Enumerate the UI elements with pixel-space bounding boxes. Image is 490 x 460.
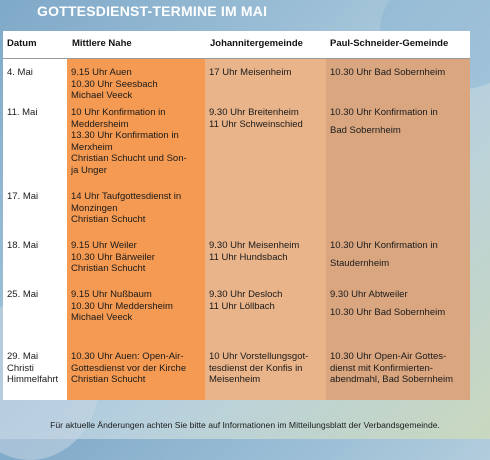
cell-paul-schneider-gemeinde xyxy=(330,240,438,269)
cell-line: 11 Uhr Schweinschied xyxy=(209,118,303,130)
cell-line: 13.30 Uhr Konfirmation in xyxy=(71,130,179,141)
cell-line: Meisenheim xyxy=(209,374,261,385)
cell-mittlere-nahe xyxy=(71,67,158,102)
cell-line: Christian Schucht xyxy=(71,214,146,225)
cell-date xyxy=(7,107,37,119)
cell-johannitergemeinde xyxy=(209,107,303,130)
cell-line: 9.30 Uhr Meisenheim xyxy=(209,240,300,251)
cell-line: 10.30 Uhr Konfirmation in xyxy=(330,240,438,251)
cell-date xyxy=(7,289,38,301)
cell-line: 9.15 Uhr Nußbaum xyxy=(71,289,152,300)
cell-johannitergemeinde xyxy=(209,289,282,312)
cell-line: Meddersheim xyxy=(71,118,129,130)
cell-line: Monzingen xyxy=(71,202,118,214)
header-johannitergemeinde: Johannitergemeinde xyxy=(210,38,303,49)
cell-line: 9.30 Uhr Desloch xyxy=(209,289,283,300)
cell-line: 9.30 Uhr Abtweiler xyxy=(330,289,408,300)
cell-line: Christian Schucht und Son- xyxy=(71,153,187,164)
cell-line: 9.15 Uhr Weiler xyxy=(71,240,137,251)
cell-date xyxy=(7,240,38,252)
cell-line: Gottesdienst vor der Kirche xyxy=(71,362,187,374)
footer-note: Für aktuelle Änderungen achten Sie bitte auf Informationen im Mitteilungsblatt der Verbandsgemeinde. xyxy=(50,420,440,430)
cell-line: 11 Uhr Hundsbach xyxy=(209,251,288,263)
cell-line: 17. Mai xyxy=(7,191,39,202)
cell-line: 9.30 Uhr Breitenheim xyxy=(209,107,299,118)
cell-line: Michael Veeck xyxy=(71,312,133,323)
cell-line: 10.30 Uhr Bad Sobernheim xyxy=(330,67,446,78)
cell-line: Staudernheim xyxy=(330,257,390,269)
cell-paul-schneider-gemeinde xyxy=(330,351,453,386)
cell-line: 10.30 Uhr Meddersheim xyxy=(71,300,173,312)
cell-line: 11. Mai xyxy=(7,107,38,118)
cell-line: dienst mit Konfirmierten- xyxy=(330,362,433,374)
header-mittlere-nahe: Mittlere Nahe xyxy=(72,38,132,49)
page-title: GOTTESDIENST-TERMINE IM MAI xyxy=(37,3,268,19)
header-paul-schneider-gemeinde: Paul-Schneider-Gemeinde xyxy=(330,38,449,49)
cell-line: 25. Mai xyxy=(7,289,39,300)
cell-line: 10 Uhr Vorstellungsgot- xyxy=(209,351,309,362)
cell-line: 29. Mai xyxy=(7,351,39,362)
cell-line: ja Unger xyxy=(71,164,107,176)
cell-line: 10.30 Uhr Open-Air Gottes- xyxy=(330,351,447,362)
cell-line: Merxheim xyxy=(71,141,113,153)
schedule-table xyxy=(3,31,470,400)
cell-line: 4. Mai xyxy=(7,67,33,78)
cell-mittlere-nahe xyxy=(71,107,187,176)
cell-mittlere-nahe xyxy=(71,240,155,275)
cell-line: 17 Uhr Meisenheim xyxy=(209,67,292,78)
cell-line: tesdienst der Konfis in xyxy=(209,362,303,374)
cell-paul-schneider-gemeinde xyxy=(330,67,445,79)
cell-line: 10.30 Uhr Auen: Open-Air- xyxy=(71,351,184,362)
cell-line: 10.30 Uhr Konfirmation in xyxy=(330,107,438,118)
cell-line: 10 Uhr Konfirmation in xyxy=(71,107,166,118)
cell-line: 10.30 Uhr Seesbach xyxy=(71,78,158,90)
cell-date xyxy=(7,351,58,386)
cell-line: Christian Schucht xyxy=(71,374,146,385)
cell-mittlere-nahe xyxy=(71,191,181,226)
cell-line: Himmelfahrt xyxy=(7,374,59,385)
cell-paul-schneider-gemeinde xyxy=(330,107,438,136)
cell-line: 10.30 Uhr Bad Sobernheim xyxy=(330,306,446,318)
cell-line: Christi xyxy=(7,362,34,374)
cell-line: 14 Uhr Taufgottesdienst in xyxy=(71,191,182,202)
cell-paul-schneider-gemeinde xyxy=(330,289,445,318)
cell-line: abendmahl, Bad Sobernheim xyxy=(330,374,454,385)
cell-johannitergemeinde xyxy=(209,240,299,263)
table-header xyxy=(3,31,470,59)
cell-line: 18. Mai xyxy=(7,240,39,251)
cell-date xyxy=(7,67,33,79)
header-datum: Datum xyxy=(7,38,37,49)
cell-date xyxy=(7,191,38,203)
cell-mittlere-nahe xyxy=(71,351,186,386)
cell-line: 11 Uhr Löllbach xyxy=(209,300,275,312)
cell-line: 10.30 Uhr Bärweiler xyxy=(71,251,155,263)
cell-mittlere-nahe xyxy=(71,289,173,324)
cell-johannitergemeinde xyxy=(209,351,308,386)
cell-line: Bad Sobernheim xyxy=(330,124,401,136)
cell-line: Michael Veeck xyxy=(71,90,133,101)
cell-johannitergemeinde xyxy=(209,67,291,79)
cell-line: 9.15 Uhr Auen xyxy=(71,67,132,78)
cell-line: Christian Schucht xyxy=(71,263,146,274)
